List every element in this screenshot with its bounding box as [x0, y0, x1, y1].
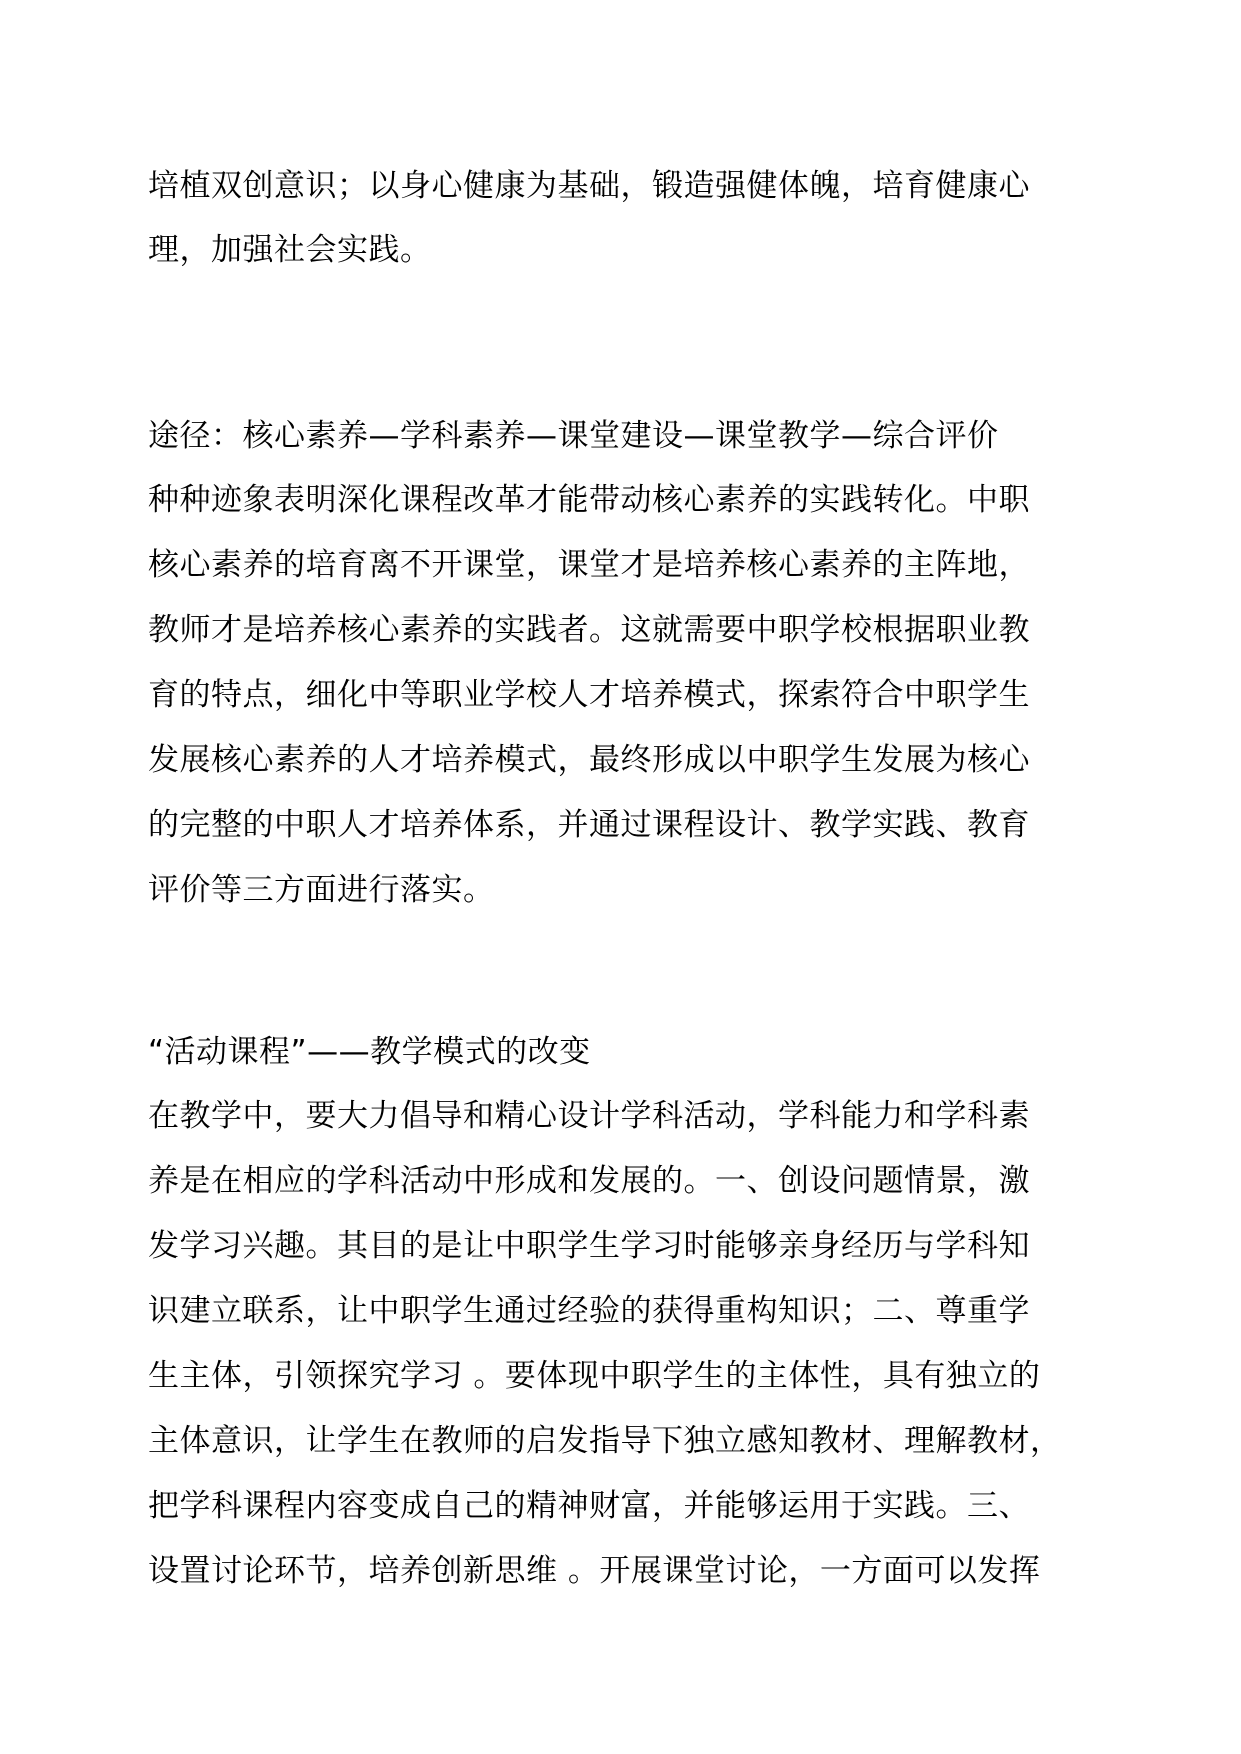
text-line: 评价等三方面进行落实。 [148, 872, 495, 908]
text-line: 育的特点，细化中等职业学校人才培养模式，探索符合中职学生 [148, 677, 1030, 713]
text-line: 识建立联系，让中职学生通过经验的获得重构知识；二、尊重学 [148, 1293, 1030, 1329]
text-line: 教师才是培养核心素养的实践者。这就需要中职学校根据职业教 [148, 612, 1030, 648]
text-line: 培植双创意识；以身心健康为基础，锻造强健体魄，培育健康心 [148, 168, 1030, 204]
text-line: 的完整的中职人才培养体系，并通过课程设计、教学实践、教育 [148, 807, 1030, 843]
text-line: 设置讨论环节，培养创新思维 。开展课堂讨论，一方面可以发挥 [148, 1553, 1041, 1589]
text-line: 生主体，引领探究学习 。要体现中职学生的主体性，具有独立的 [148, 1358, 1041, 1394]
text-line: 途径：核心素养—学科素养—课堂建设—课堂教学—综合评价 [148, 418, 999, 454]
text-line: 种种迹象表明深化课程改革才能带动核心素养的实践转化。中职 [148, 482, 1030, 518]
text-line: 在教学中，要大力倡导和精心设计学科活动，学科能力和学科素 [148, 1098, 1030, 1134]
text-line: 发学习兴趣。其目的是让中职学生学习时能够亲身经历与学科知 [148, 1228, 1030, 1264]
text-line: 养是在相应的学科活动中形成和发展的。一、创设问题情景，激 [148, 1163, 1030, 1199]
text-line: 核心素养的培育离不开课堂，课堂才是培养核心素养的主阵地， [148, 547, 1030, 583]
text-line: 理，加强社会实践。 [148, 232, 432, 268]
text-line: 主体意识，让学生在教师的启发指导下独立感知教材、理解教材， [148, 1423, 1062, 1459]
text-line: 发展核心素养的人才培养模式，最终形成以中职学生发展为核心 [148, 742, 1030, 778]
section-heading: “活动课程”——教学模式的改变 [148, 1034, 591, 1070]
text-line: 把学科课程内容变成自己的精神财富，并能够运用于实践。三、 [148, 1488, 1030, 1524]
